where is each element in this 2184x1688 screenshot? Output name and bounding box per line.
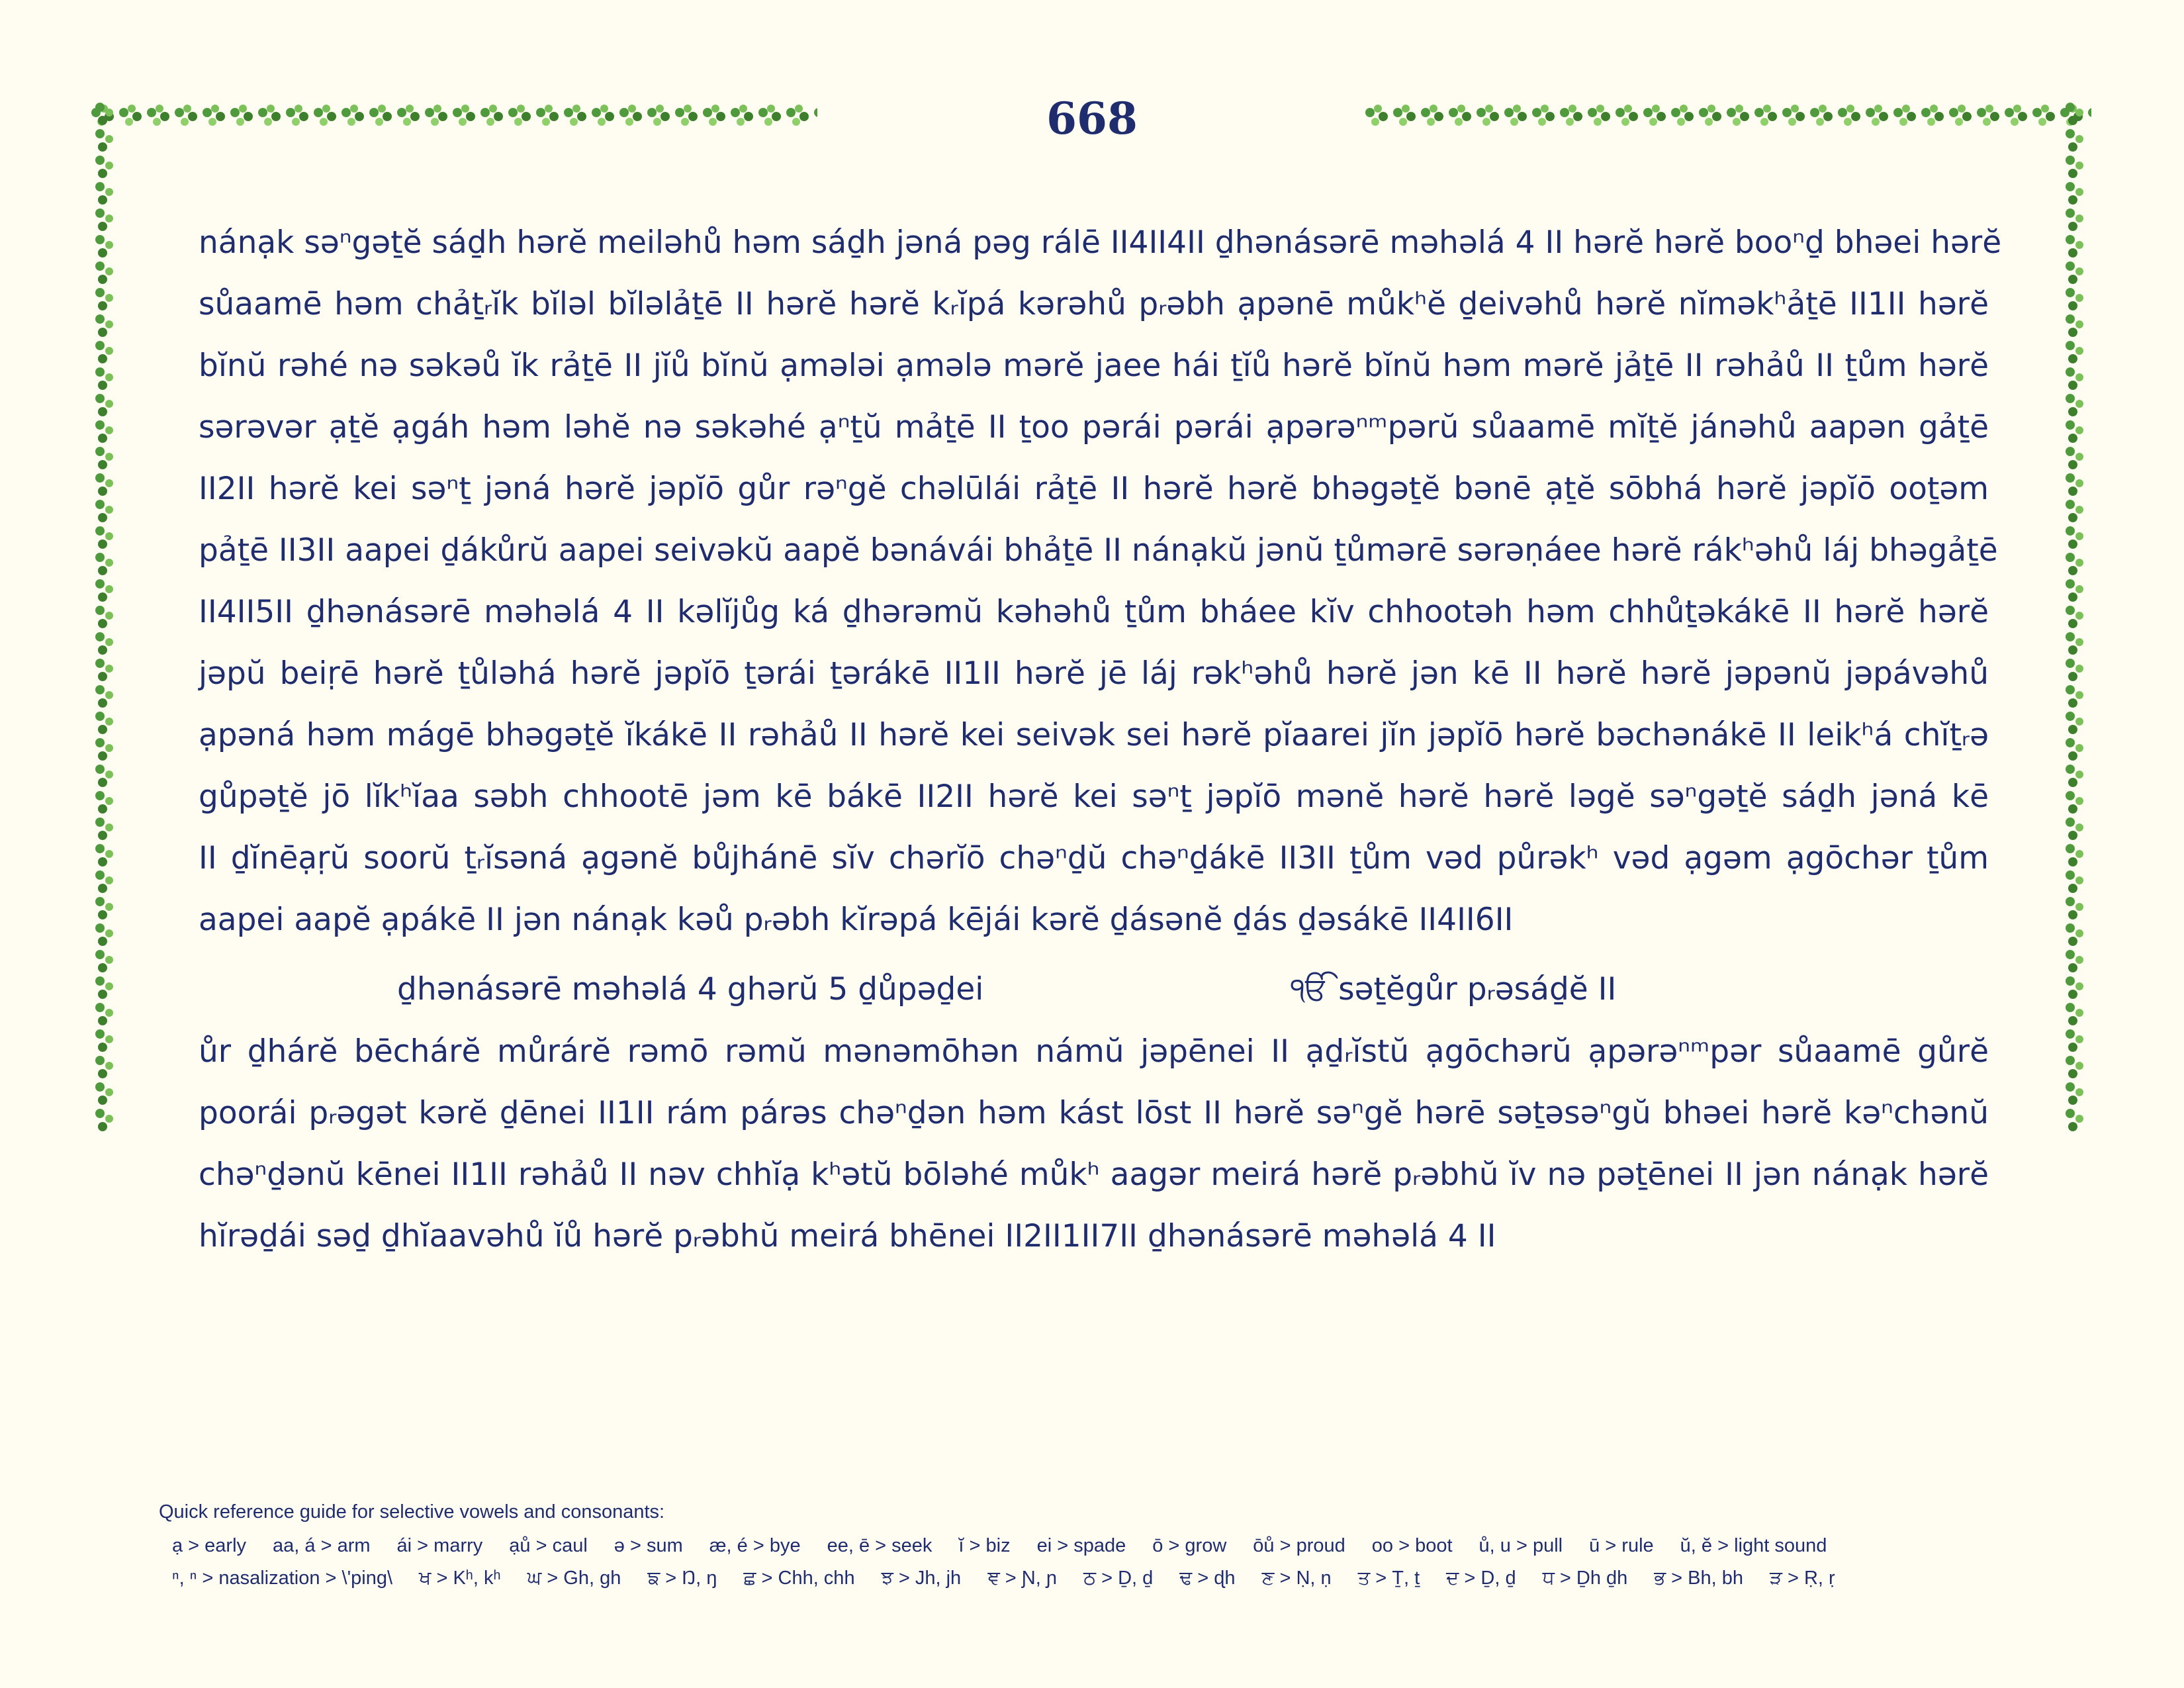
text-line: ůr ḏhárĕ bēchárĕ můrárĕ rəmō rəmŭ mənəmōhən námŭ jəpēnei II ạḏᵣĭstŭ ạgōchərŭ ạpərəⁿᵐpər sůaamē gůrĕ [199, 1033, 1989, 1070]
page-number: 668 [1046, 93, 1138, 144]
text-line: II ḏĭnēạṛŭ soorŭ ṯᵣĭsəná ạgənĕ bůjhánē sĭv chərĭō chəⁿḏŭ chəⁿḏákē II3II ṯům vəd půrəkʰ vəd ạgəm ạgōchər ṯům [199, 840, 1989, 876]
legend-entry: ŭ, ĕ > light sound [1680, 1535, 1827, 1556]
text-line: gůpəṯĕ jō lĭkʰĭaa səbh chhootē jəm kē bákē II2II hərĕ kei səⁿṯ jəpĭō mənĕ hərĕ hərĕ ləgĕ səⁿgəṯĕ sáḏh jəná kē [199, 778, 1989, 815]
text-line: sůaamē həm chảṯᵣĭk bĭləl bĭləlảṯē II hərĕ hərĕ kᵣĭpá kərəhů pᵣəbh ạpənē můkʰĕ ḏeivəhů hərĕ nĭməkʰảṯē II1II hərĕ [199, 286, 1989, 322]
text-line: poorái pᵣəgət kərĕ ḏēnei II1II rám párəs chəⁿḏən həm kást lōst II hərĕ səⁿgĕ hərē səṯəsəⁿgŭ bhəei hərĕ kəⁿchənŭ [199, 1095, 1989, 1131]
transliteration-block-2 [199, 1021, 1989, 1267]
legend-entry: ū > rule [1589, 1535, 1654, 1556]
legend-entry: ਙ > Ŋ, ŋ [647, 1568, 717, 1589]
legend-entry: ਣ > Ṇ, ṇ [1261, 1568, 1332, 1589]
legend-entry: ਭ > Bh, bh [1654, 1568, 1743, 1589]
legend-entry: ei > spade [1036, 1535, 1126, 1556]
legend-vowels [172, 1535, 2012, 1557]
legend-entry: ạ > early [172, 1535, 247, 1556]
legend-entry: ਘ > Gh, gh [527, 1568, 621, 1589]
legend-entry: ů, u > pull [1479, 1535, 1563, 1556]
text-line: jəpŭ beiṛē hərĕ ṯůləhá hərĕ jəpĭō ṯərái ṯərákē II1II hərĕ jē láj rəkʰəhů hərĕ jən kē II hərĕ hərĕ jəpənŭ jəpávəhů [199, 655, 1989, 692]
vine-border-top-right [1363, 101, 2091, 132]
legend-entry: ạů > caul [509, 1535, 588, 1556]
legend-entry: ō > grow [1152, 1535, 1227, 1556]
text-line: ạpəná həm mágē bhəgəṯĕ ĭkákē II rəhảů II hərĕ kei seivək sei hərĕ pĭaarei jĭn jəpĭō hərĕ bəchənákē II leikʰá chĭṯᵣə [199, 717, 1989, 753]
legend-entry: ੜ > Ṛ, ṛ [1769, 1568, 1835, 1589]
legend-entry: ə > sum [614, 1535, 683, 1556]
legend-entry: ⁿ, ⁿ > nasalization > \'ping\ [172, 1568, 393, 1589]
text-line: aapei aapĕ ạpákē II jən nánạk kəů pᵣəbh kĭrəpá kējái kərĕ ḏásənĕ ḏás ḏəsákē II4II6II [199, 902, 1514, 938]
legend-consonants [172, 1568, 2012, 1589]
text-line: hĭrəḏái səḏ ḏhĭaavəhů ĭů hərĕ pᵣəbhŭ meirá bhēnei II2II1II7II ḏhənásərē məhəlá 4 II [199, 1218, 1496, 1254]
vine-border-top-left [89, 101, 817, 132]
vine-border-right [2060, 101, 2091, 1133]
vine-border-left [89, 101, 121, 1133]
section-heading-invocation: ੴ səṯĕgůr pᵣəsáḏĕ II [1291, 971, 1617, 1008]
text-line: bĭnŭ rəhé nə səkəů ĭk rảṯē II jĭů bĭnŭ ạmələi ạmələ mərĕ jaee hái ṯĭů hərĕ bĭnŭ həm mərĕ jảṯē II rəhảů II ṯům hərĕ [199, 348, 1989, 384]
text-line: nánạk səⁿgəṯĕ sáḏh hərĕ meiləhů həm sáḏh jəná pəg rálē II4II4II ḏhənásərē məhəlá 4 II hərĕ hərĕ booⁿḏ bhəei hərĕ [199, 224, 2002, 261]
legend-entry: ਦ > Ḏ, ḏ [1446, 1568, 1516, 1589]
legend-entry: ee, ē > seek [827, 1535, 933, 1556]
text-line: II4II5II ḏhənásərē məhəlá 4 II kəlĭjůg ká ḏhərəmŭ kəhəhů ṯům bháee kĭv chhootəh həm chhůṯəkákē II hərĕ hərĕ [199, 594, 1989, 630]
legend-entry: aa, á > arm [273, 1535, 371, 1556]
section-heading-title: ḏhənásərē məhəlá 4 ghərŭ 5 ḏůpəḏei [397, 971, 984, 1008]
legend-entry: ōů > proud [1253, 1535, 1345, 1556]
legend-entry: ਖ > Kʰ, kʰ [419, 1568, 501, 1589]
legend-entry: ĭ > biz [958, 1535, 1011, 1556]
legend-entry: ਢ > ɖh [1179, 1568, 1236, 1589]
section-heading [199, 959, 1989, 1020]
legend-entry: ਠ > Ḏ, ḏ [1083, 1568, 1154, 1589]
transliteration-block-1 [199, 212, 2002, 951]
legend-entry: ਞ > Ɲ, ɲ [987, 1568, 1057, 1589]
legend-entry: ਧ > Ḏh ḏh [1542, 1568, 1628, 1589]
legend-entry: æ, é > bye [709, 1535, 801, 1556]
text-line: pảṯē II3II aapei ḏákůrŭ aapei seivəkŭ aapĕ bənávái bhảṯē II nánạkŭ jənŭ ṯůmərē sərəṇáee hərĕ rákʰəhů láj bhəgảṯē [199, 532, 1998, 569]
legend-entry: ਤ > Ṯ, ṯ [1357, 1568, 1420, 1589]
legend-entry: ਛ > Chh, chh [743, 1568, 855, 1589]
legend-title: Quick reference guide for selective vowels and consonants: [159, 1501, 665, 1523]
legend-entry: ਝ > Jh, jh [881, 1568, 962, 1589]
legend-entry: ái > marry [396, 1535, 483, 1556]
text-line: II2II hərĕ kei səⁿṯ jəná hərĕ jəpĭō gůr rəⁿgĕ chəlūlái rảṯē II hərĕ hərĕ bhəgəṯĕ bənē ạṯĕ sōbhá hərĕ jəpĭō ooṯəm [199, 471, 1989, 507]
text-line: chəⁿḏənŭ kēnei II1II rəhảů II nəv chhĭạ kʰətŭ bōləhé můkʰ aagər meirá hərĕ pᵣəbhŭ ĭv nə pəṯēnei II jən nánạk hərĕ [199, 1156, 1989, 1193]
text-line: sərəvər ạṯĕ ạgáh həm ləhĕ nə səkəhé ạⁿṯŭ mảṯē II ṯoo pərái pərái ạpərəⁿᵐpərŭ sůaamē mĭṯĕ jánəhů aapən gảṯē [199, 409, 1989, 445]
pronunciation-legend [159, 1501, 2012, 1600]
legend-entry: oo > boot [1371, 1535, 1453, 1556]
